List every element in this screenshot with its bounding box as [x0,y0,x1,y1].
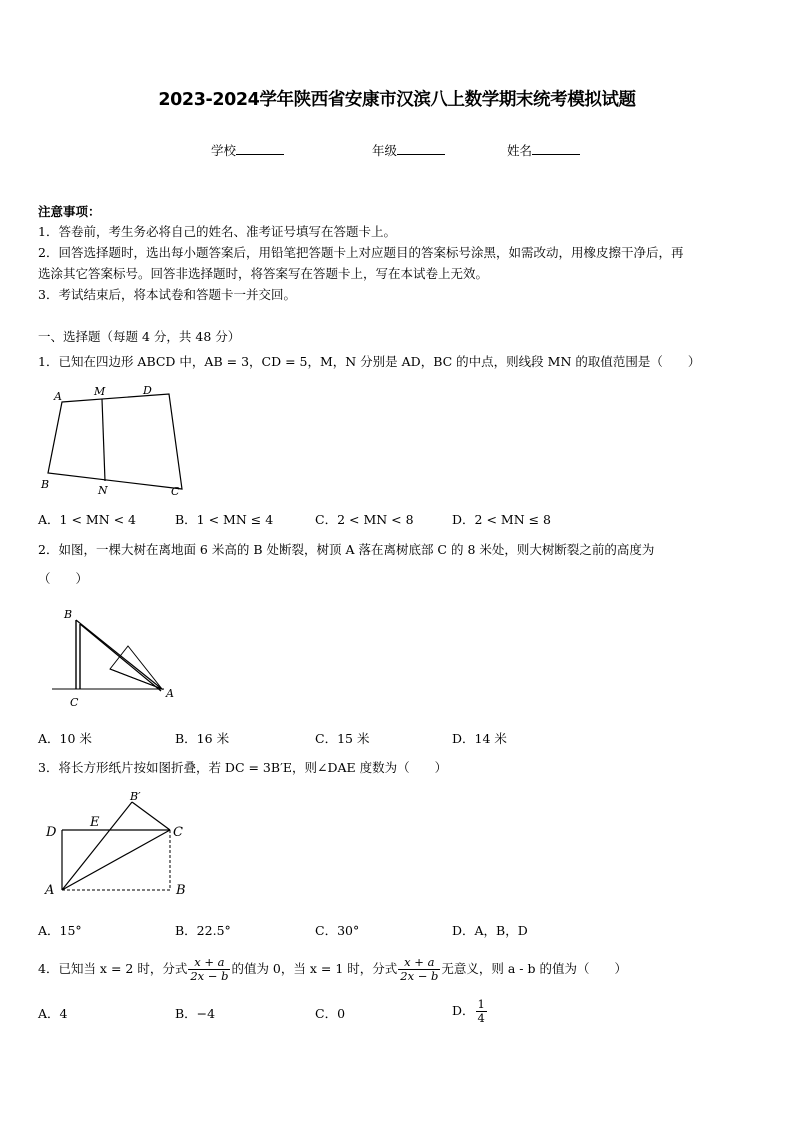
q1-label-m: M [94,385,106,398]
q4-fraction-1-numerator: x + a [188,956,230,970]
q4-option-d-fraction [476,998,487,1025]
q3-label-c: C [173,825,183,840]
q4-fraction-1-denominator: 2x − b [190,969,229,983]
q1-label-n: N [98,484,108,497]
q1-option-d[interactable]: D．2 < MN ≤ 8 [452,512,552,527]
q4-fraction-1 [188,956,230,983]
q2-broken-top-2 [80,624,161,691]
q4-option-d[interactable] [452,994,488,1028]
q3-label-a: A [45,883,55,898]
q3-option-c[interactable]: C．30° [315,923,360,938]
section-heading: 一、选择题（每题 4 分，共 48 分） [38,329,241,344]
grade-label: 年级 [372,143,398,158]
q1-label-c: C [171,485,180,498]
q2-option-c[interactable]: C．15 米 [315,731,370,746]
name-label: 姓名 [507,143,533,158]
q1-option-c[interactable]: C．2 < MN < 8 [315,512,414,527]
q1-segment-mn [102,399,105,481]
q4-option-b[interactable]: B．−4 [175,1006,216,1021]
q2-label-b: B [64,608,73,621]
q2-label-c: C [70,696,79,709]
q4-stem [38,952,627,986]
q1-option-b[interactable]: B．1 < MN ≤ 4 [175,512,274,527]
name-field [507,141,580,159]
q3-label-b-prime: B′ [130,790,141,803]
q1-quadrilateral [48,394,182,489]
notice-item-2-cont: 选涂其它答案标号。回答非选择题时，将答案写在答题卡上，写在本试卷上无效。 [38,266,489,281]
name-blank[interactable] [532,142,580,155]
q2-option-a[interactable]: A．10 米 [38,731,92,746]
q4-option-c[interactable]: C．0 [315,1006,346,1021]
q2-stem: 2．如图，一棵大树在离地面 6 米高的 B 处断裂，树顶 A 落在离树底部 C 的 8 米处，则大树断裂之前的高度为 [38,542,655,557]
q4-option-d-numerator: 1 [477,997,485,1011]
school-field [211,141,284,159]
page-title: 2023-2024学年陕西省安康市汉滨八上数学期末统考模拟试题 [158,90,636,110]
school-blank[interactable] [236,142,284,155]
notice-item-3: 3．考试结束后，将本试卷和答题卡一并交回。 [38,287,296,302]
q1-quadrilateral-figure [36,378,186,503]
q4-stem-part-a: 4．已知当 x = 2 时，分式 [38,961,188,976]
q4-fraction-2 [398,956,440,983]
q1-label-d: D [143,384,152,397]
q3-option-b[interactable]: B．22.5° [175,923,231,938]
q3-folding-figure [40,786,200,901]
q2-label-a: A [166,687,174,700]
q1-option-a[interactable]: A．1 < MN < 4 [38,512,137,527]
q3-stem: 3．将长方形纸片按如图折叠，若 DC = 3B′E，则∠DAE 度数为（ ） [38,760,448,775]
q4-stem-part-c: 无意义，则 a - b 的值为（ ） [441,961,627,976]
school-label: 学校 [211,143,237,158]
q1-label-a: A [54,390,62,403]
q4-fraction-2-denominator: 2x − b [400,969,439,983]
q4-fraction-2-numerator: x + a [398,956,440,970]
q3-option-a[interactable]: A．15° [38,923,82,938]
q3-label-e: E [90,815,100,830]
q3-diagonal-ac [62,830,170,890]
notice-item-2: 2．回答选择题时，选出每小题答案后，用铅笔把答题卡上对应题目的答案标号涂黑，如需改动，用橡皮擦干净后，再 [38,245,684,260]
q3-label-b: B [176,883,186,898]
q1-label-b: B [41,478,50,491]
q2-option-d[interactable]: D．14 米 [452,731,507,746]
q2-broken-top-1 [76,620,162,689]
q3-edge-b-prime-c [132,802,170,830]
q4-stem-part-b: 的值为 0，当 x = 1 时，分式 [231,961,398,976]
notice-item-1: 1．答卷前，考生务必将自己的姓名、准考证号填写在答题卡上。 [38,224,396,239]
q4-option-a[interactable]: A．4 [38,1006,68,1021]
q3-label-d: D [46,825,57,840]
q4-option-d-label: D． [452,1003,475,1018]
q2-option-b[interactable]: B．16 米 [175,731,230,746]
q3-option-d[interactable]: D．A，B，D [452,923,528,938]
notice-heading: 注意事项： [38,204,101,219]
grade-blank[interactable] [397,142,445,155]
grade-field [372,141,445,159]
q2-tree-figure [44,602,194,712]
q4-option-d-denominator: 4 [477,1011,485,1025]
q2-stem-bracket: （ ） [38,571,89,586]
q1-stem: 1．已知在四边形 ABCD 中，AB = 3，CD = 5，M，N 分别是 AD，BC 的中点，则线段 MN 的取值范围是（ ） [38,354,701,369]
